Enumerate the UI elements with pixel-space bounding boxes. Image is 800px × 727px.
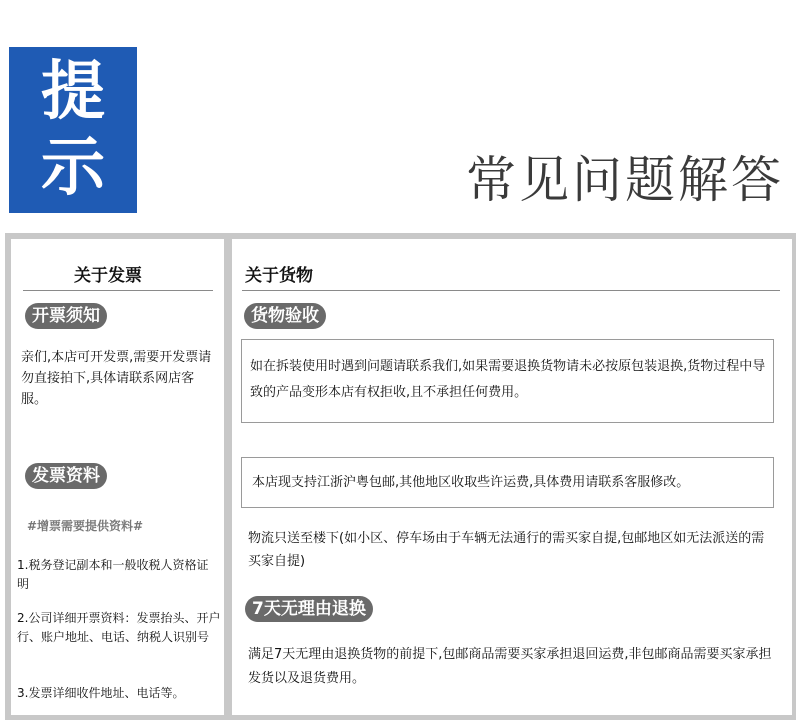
- faq-frame: [5, 233, 796, 720]
- invoice-item-3: 3.发票详细收件地址、电话等。: [17, 686, 185, 700]
- invoice-divider: [23, 290, 213, 291]
- invoice-item-2: 2.公司详细开票资料：发票抬头、开户行、账户地址、电话、纳税人识别号: [17, 611, 221, 644]
- shipping-text: 本店现支持江浙沪粤包邮,其他地区收取些许运费,具体费用请联系客服修改。: [252, 475, 690, 490]
- tip-char-1: 提: [41, 55, 105, 129]
- invoice-title: 关于发票: [74, 266, 142, 286]
- invoice-info-badge: 发票资料: [25, 463, 107, 489]
- tip-char-2: 示: [41, 131, 105, 205]
- tip-banner: [9, 47, 137, 213]
- goods-inspection-badge: 货物验收: [244, 303, 326, 329]
- goods-inspection-text: 如在拆装使用时遇到问题请联系我们,如果需要退换货物请未必按原包装退换,货物过程中导致的产品变形本店有权拒收,且不承担任何费用。: [250, 359, 766, 400]
- goods-panel: [232, 239, 792, 715]
- faq-heading: 常见问题解答: [466, 151, 784, 209]
- invoice-panel: [11, 239, 224, 715]
- goods-inspection-box: [241, 339, 774, 423]
- shipping-box: [241, 457, 774, 508]
- invoice-note: #增票需要提供资料#: [27, 519, 144, 533]
- goods-title: 关于货物: [245, 266, 313, 286]
- logistics-text: 物流只送至楼下(如小区、停车场由于车辆无法通行的需买家自提,包邮地区如无法派送的需买家自提): [248, 531, 765, 569]
- invoice-notice-text: 亲们,本店可开发票,需要开发票请勿直接拍下,具体请联系网店客服。: [21, 350, 212, 407]
- return-policy-badge: 7天无理由退换: [245, 596, 373, 622]
- return-policy-text: 满足7天无理由退换货物的前提下,包邮商品需要买家承担退回运费,非包邮商品需要买家承担发货以及退货费用。: [248, 647, 772, 686]
- goods-divider: [242, 290, 780, 291]
- invoice-notice-badge: 开票须知: [25, 303, 107, 329]
- invoice-item-1: 1.税务登记副本和一般收税人资格证明: [17, 558, 209, 591]
